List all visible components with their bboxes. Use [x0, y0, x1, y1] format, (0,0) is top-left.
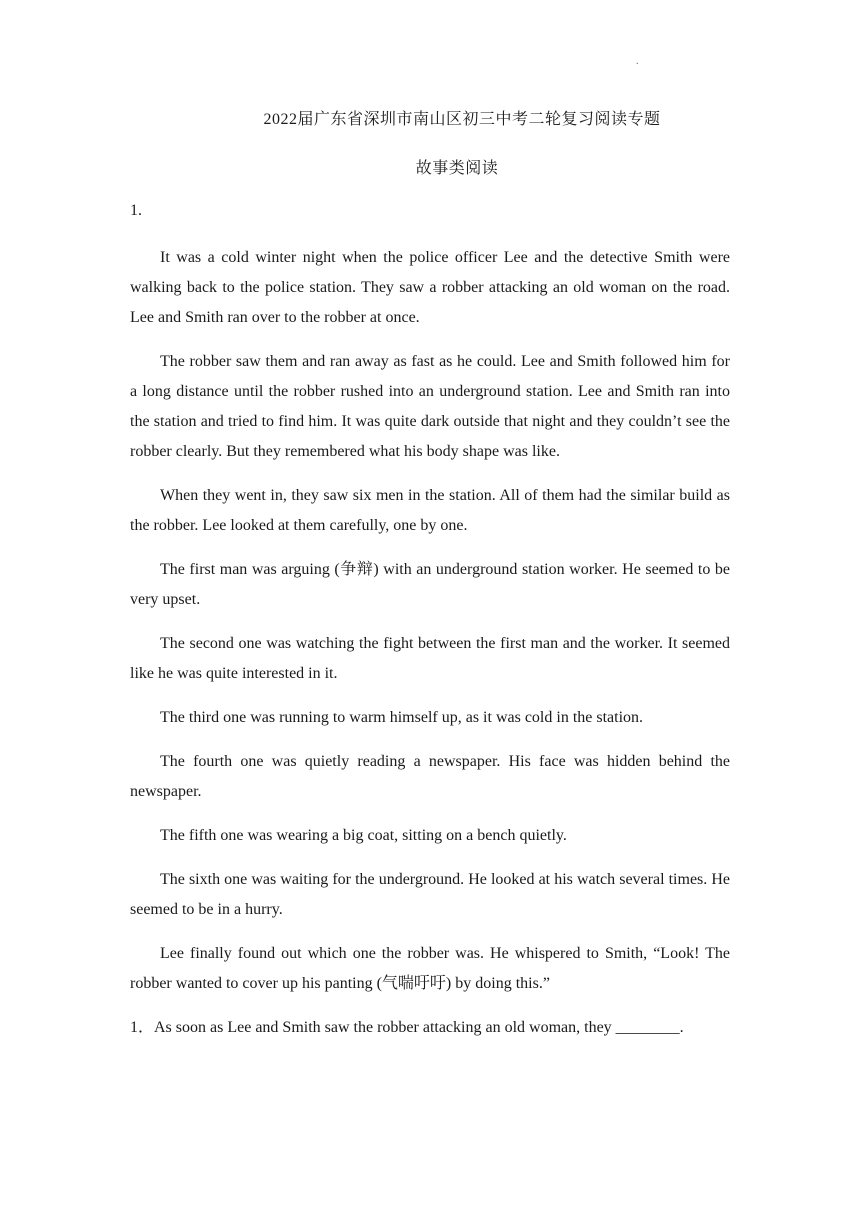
passage-paragraph-2: The robber saw them and ran away as fast as he could. Lee and Smith followed him for a long distance until the robber rushed into an underground station. Lee and Smith ran into the station and tried to find him. It was quite dark outside that night and they couldn’t see the robber clearly. But they remembered what his body shape was like.: [130, 353, 730, 460]
passage-paragraph-10: Lee finally found out which one the robber was. He whispered to Smith, “Look! The robber wanted to cover up his panting (气喘吁吁) by doing this.”: [130, 945, 730, 992]
passage-body: [130, 243, 730, 1043]
document-subtitle: 故事类阅读: [415, 160, 499, 177]
passage-paragraph-6: The third one was running to warm himself up, as it was cold in the station.: [160, 709, 644, 726]
passage-paragraph-4: The first man was arguing (争辩) with an underground station worker. He seemed to be very upset.: [130, 561, 730, 608]
passage-paragraph-5: The second one was watching the fight between the first man and the worker. It seemed like he was quite interested in it.: [130, 635, 730, 682]
question-1: 1．As soon as Lee and Smith saw the robber attacking an old woman, they ________.: [130, 1019, 684, 1036]
passage-paragraph-8: The fifth one was wearing a big coat, sitting on a bench quietly.: [160, 827, 567, 844]
passage-paragraph-1: It was a cold winter night when the police officer Lee and the detective Smith were walking back to the police station. They saw a robber attacking an old woman on the road. Lee and Smith ran over to the robber at once.: [130, 249, 730, 326]
passage-paragraph-9: The sixth one was waiting for the underground. He looked at his watch several times. He seemed to be in a hurry.: [130, 871, 730, 918]
page-mark: .: [636, 56, 639, 67]
passage-paragraph-3: When they went in, they saw six men in the station. All of them had the similar build as the robber. Lee looked at them carefully, one by one.: [130, 487, 730, 534]
document-title: 2022届广东省深圳市南山区初三中考二轮复习阅读专题: [263, 111, 661, 128]
passage-paragraph-7: The fourth one was quietly reading a newspaper. His face was hidden behind the newspaper.: [130, 753, 730, 800]
section-number: 1.: [130, 202, 142, 219]
